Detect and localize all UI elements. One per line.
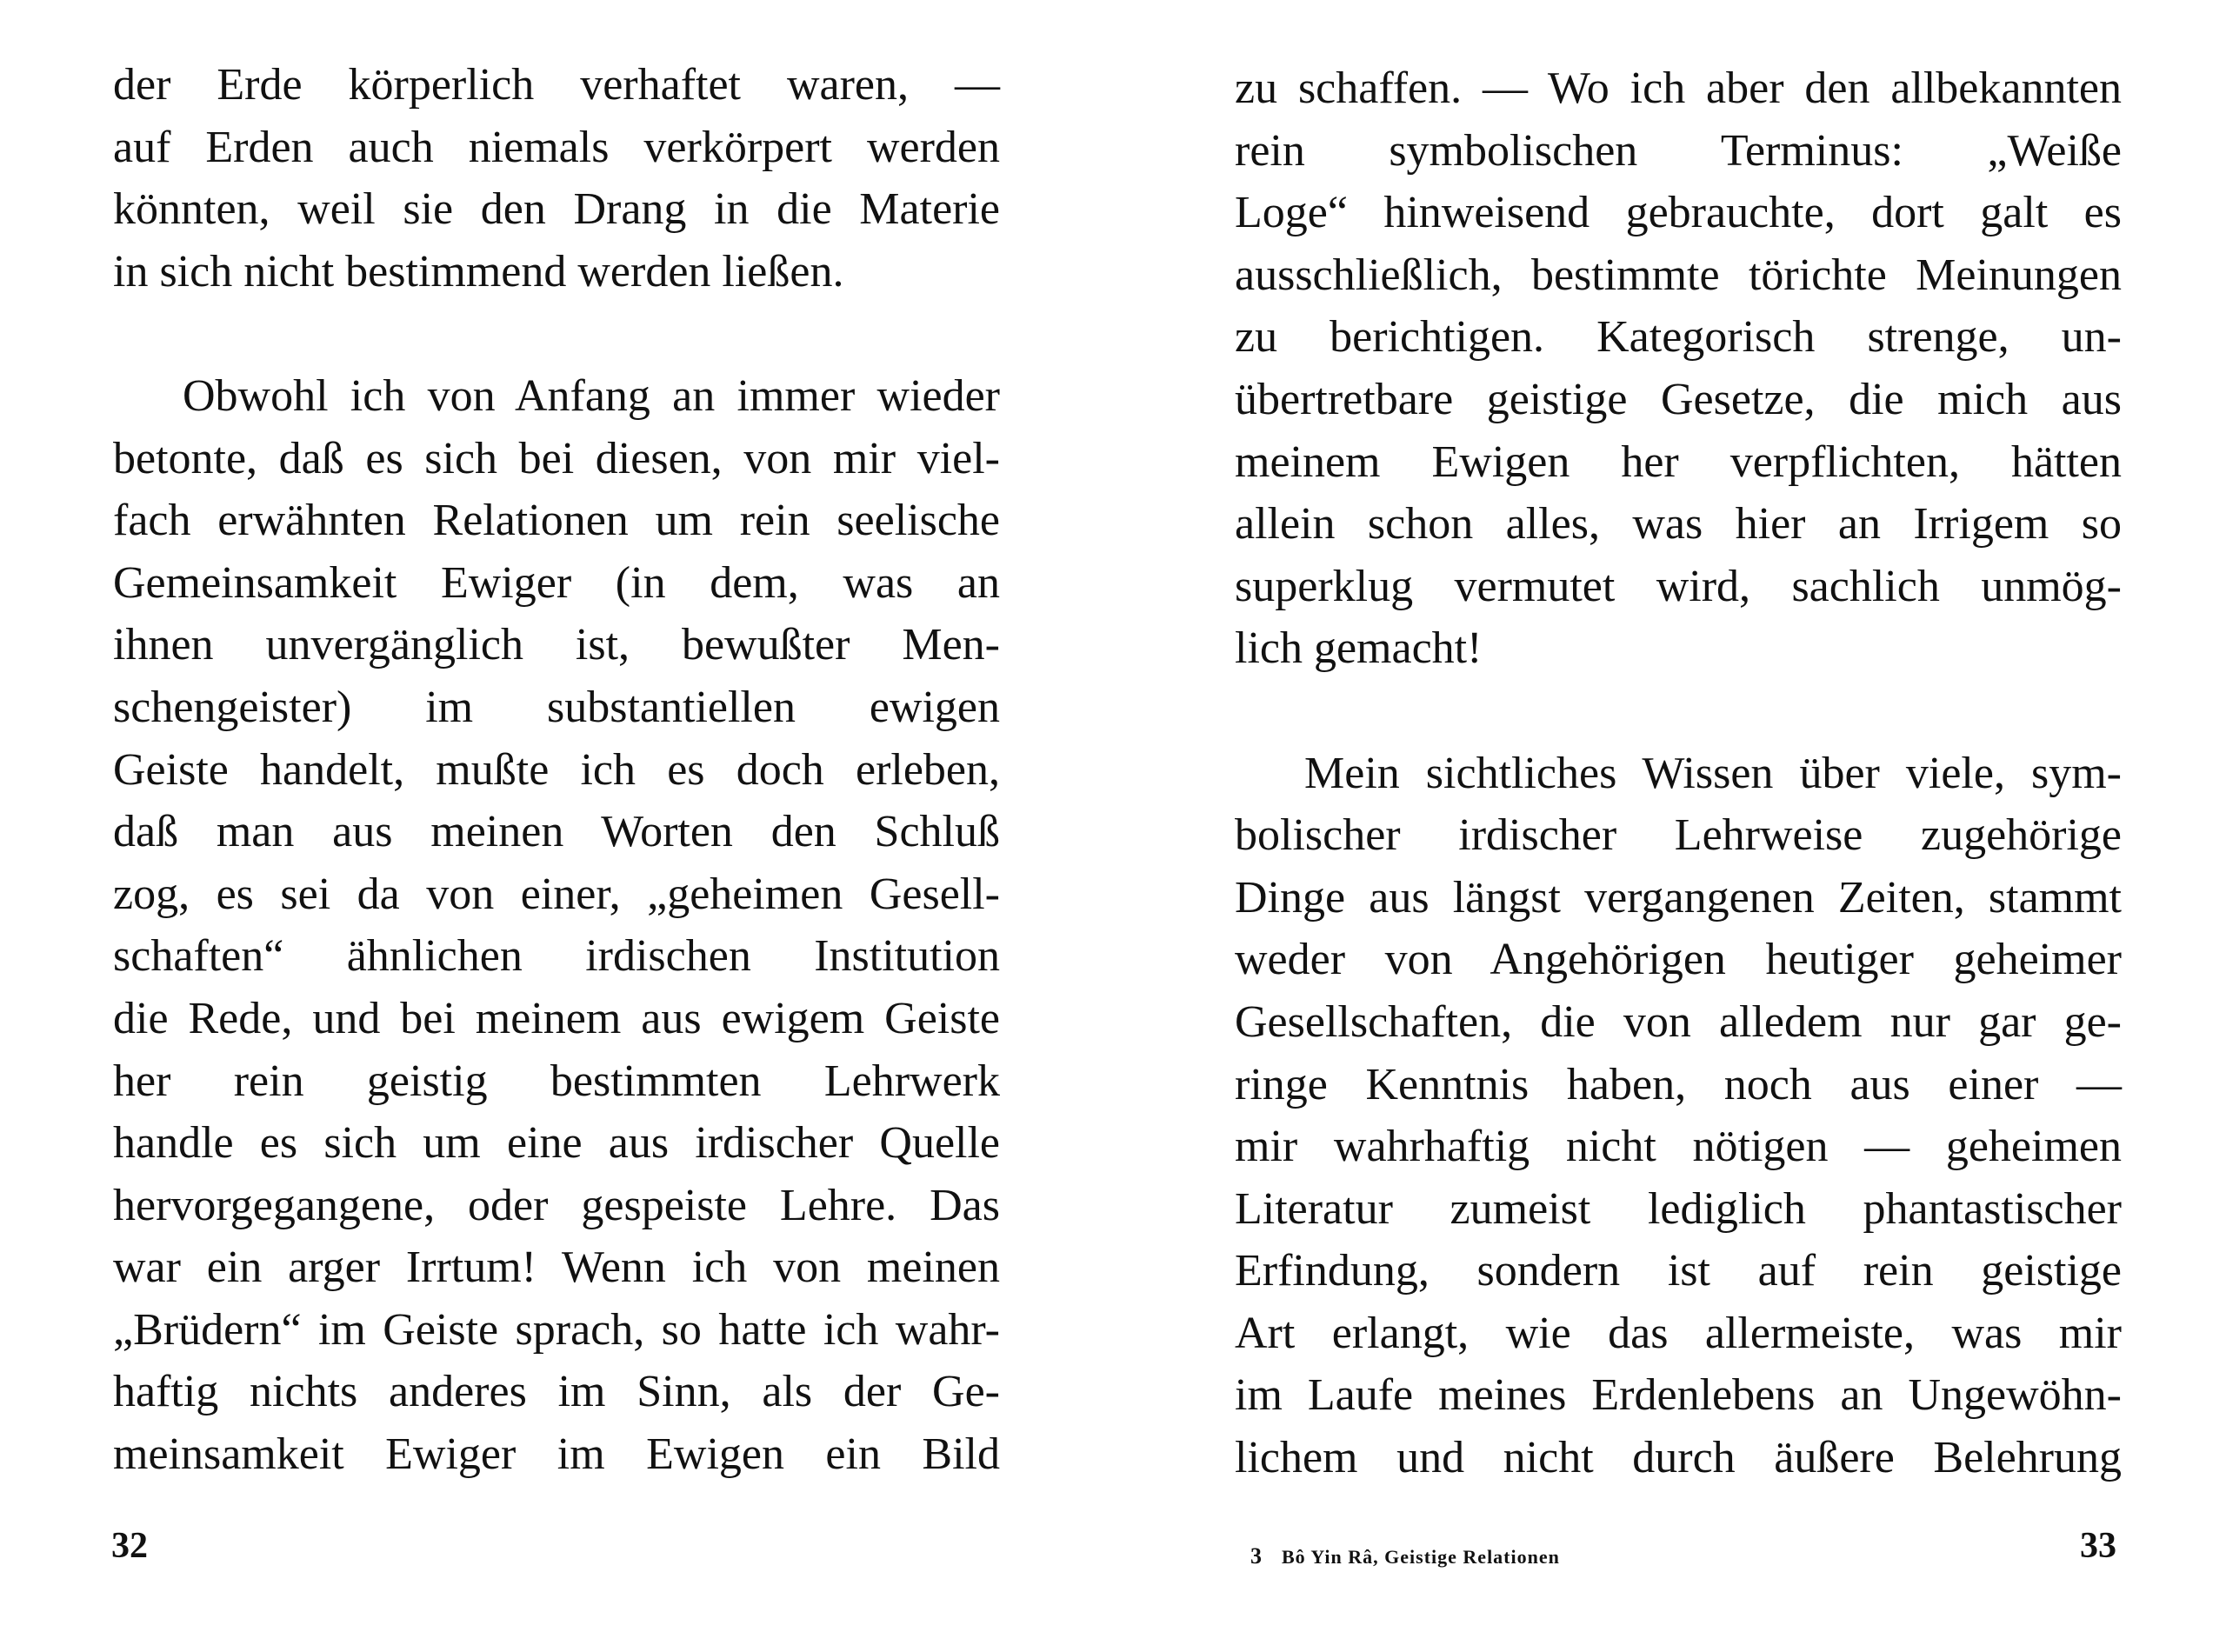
text-line: allein schon alles, was hier an Irrigem so — [1235, 499, 2122, 550]
text-line: der Erde körperlich verhaftet waren, — — [113, 60, 1000, 110]
text-line: schengeister) im substantiellen ewigen — [113, 682, 1000, 732]
text-line: die Rede, und bei meinem aus ewigem Geiste — [113, 993, 1000, 1043]
text-line: Gemeinsamkeit Ewiger (in dem, was an — [113, 557, 1000, 608]
signature-sheet-number: 3 — [1250, 1543, 1263, 1569]
printer-signature — [1250, 1539, 1560, 1575]
text-line: rein symbolischen Terminus: „Weiße — [1235, 125, 2122, 176]
text-line: fach erwähnten Relationen um rein seelische — [113, 496, 1000, 546]
text-line: betonte, daß es sich bei diesen, von mir viel- — [113, 433, 1000, 483]
paragraph-gap — [113, 303, 1000, 365]
text-line: bolischer irdischer Lehrweise zugehörige — [1235, 810, 2122, 861]
text-line: meinem Ewigen her verpflichten, hätten — [1235, 436, 2122, 487]
text-line: zu schaffen. — Wo ich aber den allbekannten — [1235, 63, 2122, 113]
text-line: ringe Kenntnis haben, noch aus einer — — [1235, 1059, 2122, 1109]
text-line: Mein sichtliches Wissen über viele, sym- — [1304, 748, 2122, 798]
text-line: lichem und nicht durch äußere Belehrung — [1235, 1433, 2122, 1483]
text-line: handle es sich um eine aus irdischer Quelle — [113, 1118, 1000, 1169]
left-page-text — [113, 54, 1000, 1486]
text-line: Gesellschaften, die von alledem nur gar ge- — [1235, 996, 2122, 1047]
text-line: daß man aus meinen Worten den Schluß — [113, 807, 1000, 857]
text-line: in sich nicht bestimmend werden ließen. — [113, 246, 844, 296]
text-line: zog, es sei da von einer, „geheimen Gesell- — [113, 869, 1000, 919]
text-line: Literatur zumeist lediglich phantastischer — [1235, 1183, 2122, 1234]
text-line: hervorgegangene, oder gespeiste Lehre. Das — [113, 1180, 1000, 1230]
right-page-text — [1235, 57, 2122, 1489]
text-line: zu berichtigen. Kategorisch strenge, un- — [1235, 312, 2122, 363]
text-line: „Brüdern“ im Geiste sprach, so hatte ich wahr- — [113, 1304, 1000, 1355]
text-line: mir wahrhaftig nicht nötigen — geheimen — [1235, 1122, 2122, 1172]
text-line: ihnen unvergänglich ist, bewußter Men- — [113, 620, 1000, 670]
text-line: Obwohl ich von Anfang an immer wieder — [183, 370, 1000, 421]
text-line: Loge“ hinweisend gebrauchte, dort galt es — [1235, 188, 2122, 238]
text-line: Erfindung, sondern ist auf rein geistige — [1235, 1246, 2122, 1296]
text-line: weder von Angehörigen heutiger geheimer — [1235, 935, 2122, 985]
text-line: übertretbare geistige Gesetze, die mich aus — [1235, 374, 2122, 424]
right-page — [1113, 0, 2226, 1652]
text-line: Art erlangt, wie das allermeiste, was mir — [1235, 1308, 2122, 1358]
text-line: auf Erden auch niemals verkörpert werden — [113, 122, 1000, 172]
text-line: schaften“ ähnlichen irdischen Institution — [113, 931, 1000, 982]
text-line: haftig nichts anderes im Sinn, als der Ge- — [113, 1367, 1000, 1417]
text-line: war ein arger Irrtum! Wenn ich von meinen — [113, 1242, 1000, 1293]
text-line: lich gemacht! — [1235, 623, 1483, 674]
text-line: im Laufe meines Erdenlebens an Ungewöhn- — [1235, 1370, 2122, 1421]
text-line: her rein geistig bestimmten Lehrwerk — [113, 1056, 1000, 1106]
signature-title: Bô Yin Râ, Geistige Relationen — [1282, 1546, 1560, 1568]
text-line: ausschließlich, bestimmte törichte Meinungen — [1235, 250, 2122, 300]
text-line: könnten, weil sie den Drang in die Materie — [113, 184, 1000, 235]
text-line: Geiste handelt, mußte ich es doch erleben, — [113, 744, 1000, 795]
paragraph-gap — [1235, 680, 2122, 743]
text-line: meinsamkeit Ewiger im Ewigen ein Bild — [113, 1429, 1000, 1480]
left-page-number: 32 — [111, 1526, 148, 1566]
text-line: superklug vermutet wird, sachlich unmög- — [1235, 561, 2122, 611]
text-line: Dinge aus längst vergangenen Zeiten, stammt — [1235, 872, 2122, 923]
right-page-number: 33 — [2080, 1526, 2116, 1566]
